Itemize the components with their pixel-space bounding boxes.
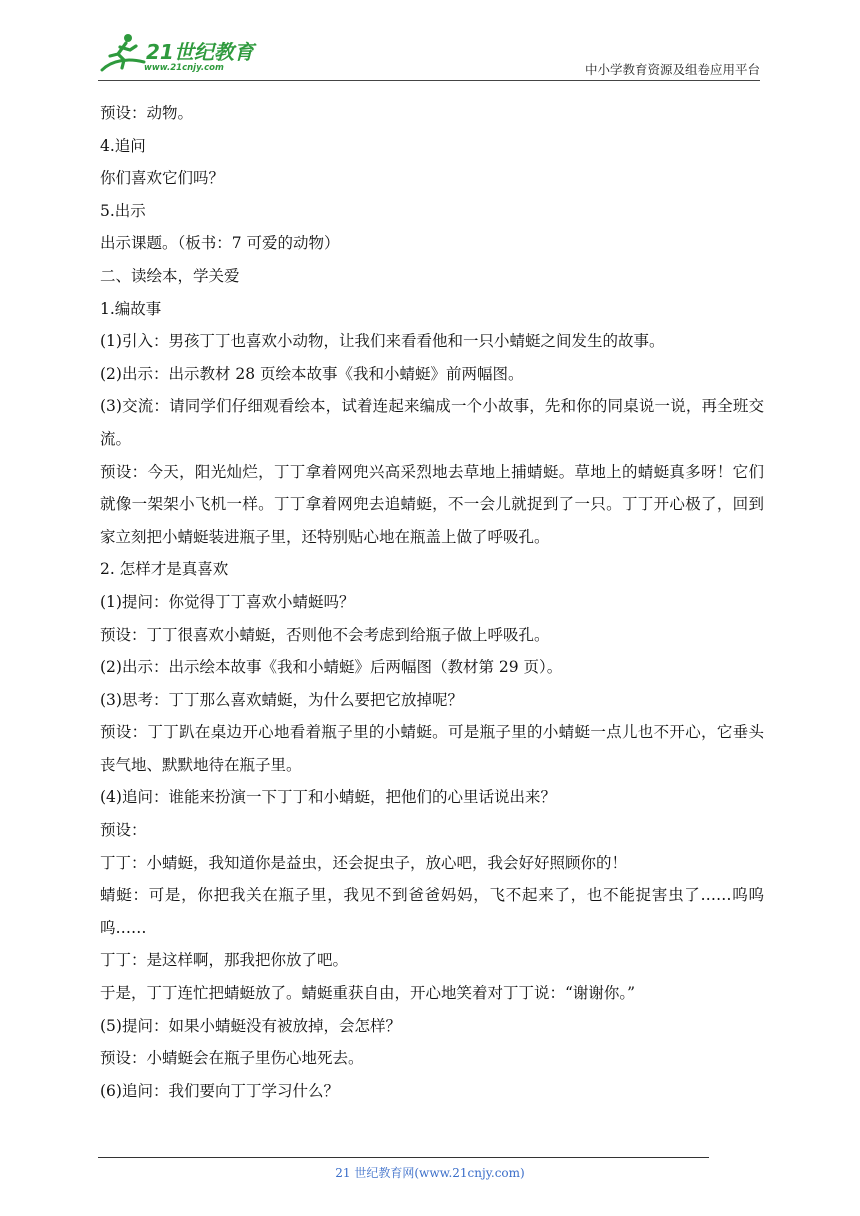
runner-logo-icon: [98, 30, 148, 78]
body-line: 预设：小蜻蜓会在瓶子里伤心地死去。: [100, 1049, 364, 1068]
body-line: 于是，丁丁连忙把蜻蜓放了。蜻蜓重获自由，开心地笑着对丁丁说：“谢谢你。”: [100, 984, 636, 1003]
body-line: (5)提问：如果小蜻蜓没有被放掉，会怎样？: [100, 1016, 401, 1035]
body-line: (1)引入：男孩丁丁也喜欢小动物，让我们来看看他和一只小蜻蜓之间发生的故事。: [100, 332, 665, 351]
body-paragraph: 预设：丁丁趴在桌边开心地看着瓶子里的小蜻蜓。可是瓶子里的小蜻蜓一点儿也不开心，它垂头丧气地、默默地待在瓶子里。: [100, 723, 764, 774]
body-line: 5.出示: [100, 201, 146, 220]
body-line: 出示课题。（板书：7 可爱的动物）: [100, 234, 340, 253]
body-line: (4)追问：谁能来扮演一下丁丁和小蜻蜓，把他们的心里话说出来？: [100, 788, 556, 807]
body-line: (6)追问：我们要向丁丁学习什么？: [100, 1081, 339, 1100]
body-paragraph: 蜻蜓：可是，你把我关在瓶子里，我见不到爸爸妈妈，飞不起来了，也不能捉害虫了……呜呜呜……: [100, 886, 764, 937]
body-line: 4.追问: [100, 136, 146, 155]
body-line: 二、读绘本，学关爱: [100, 266, 240, 285]
logo-text: 21世纪教育: [146, 40, 254, 64]
header-platform-title: 中小学教育资源及组卷应用平台: [584, 62, 760, 77]
body-paragraph: (3)交流：请同学们仔细观看绘本，试着连起来编成一个小故事，先和你的同桌说一说，再全班交流。: [100, 397, 764, 448]
body-line: 丁丁：是这样啊，那我把你放了吧。: [100, 951, 349, 970]
body-line: (2)出示：出示教材 28 页绘本故事《我和小蜻蜓》前两幅图。: [100, 364, 524, 383]
body-line: 你们喜欢它们吗？: [100, 169, 225, 188]
body-line: 2. 怎样才是真喜欢: [100, 560, 229, 579]
footer-link[interactable]: 21 世纪教育网(www.21cnjy.com): [335, 1166, 525, 1180]
body-line: 预设：动物。: [100, 104, 194, 122]
footer-divider: [98, 1157, 709, 1158]
body-paragraph: 预设：今天，阳光灿烂，丁丁拿着网兜兴高采烈地去草地上捕蜻蜓。草地上的蜻蜓真多呀！它们就像一架架小飞机一样。丁丁拿着网兜去追蜻蜓，不一会儿就捉到了一只。丁丁开心极了，回到家立刻把小蜻蜓装进瓶子里，还特别贴心地在瓶盖上做了呼吸孔。: [100, 462, 764, 546]
body-line: 预设：丁丁很喜欢小蜻蜓，否则他不会考虑到给瓶子做上呼吸孔。: [100, 625, 550, 644]
document-body: [100, 97, 764, 1107]
page-header: [98, 30, 760, 80]
header-divider: [98, 80, 760, 81]
body-line: (1)提问：你觉得丁丁喜欢小蜻蜓吗？: [100, 592, 355, 611]
logo-url: www.21cnjy.com: [144, 63, 224, 73]
body-line: (2)出示：出示绘本故事《我和小蜻蜓》后两幅图（教材第 29 页）。: [100, 658, 563, 677]
body-line: 1.编故事: [100, 299, 162, 318]
body-line: (3)思考：丁丁那么喜欢蜻蜓，为什么要把它放掉呢？: [100, 690, 463, 709]
body-line: 丁丁：小蜻蜓，我知道你是益虫，还会捉虫子，放心吧，我会好好照顾你的！: [100, 853, 628, 872]
body-line: 预设：: [100, 821, 147, 840]
logo: [98, 30, 268, 78]
